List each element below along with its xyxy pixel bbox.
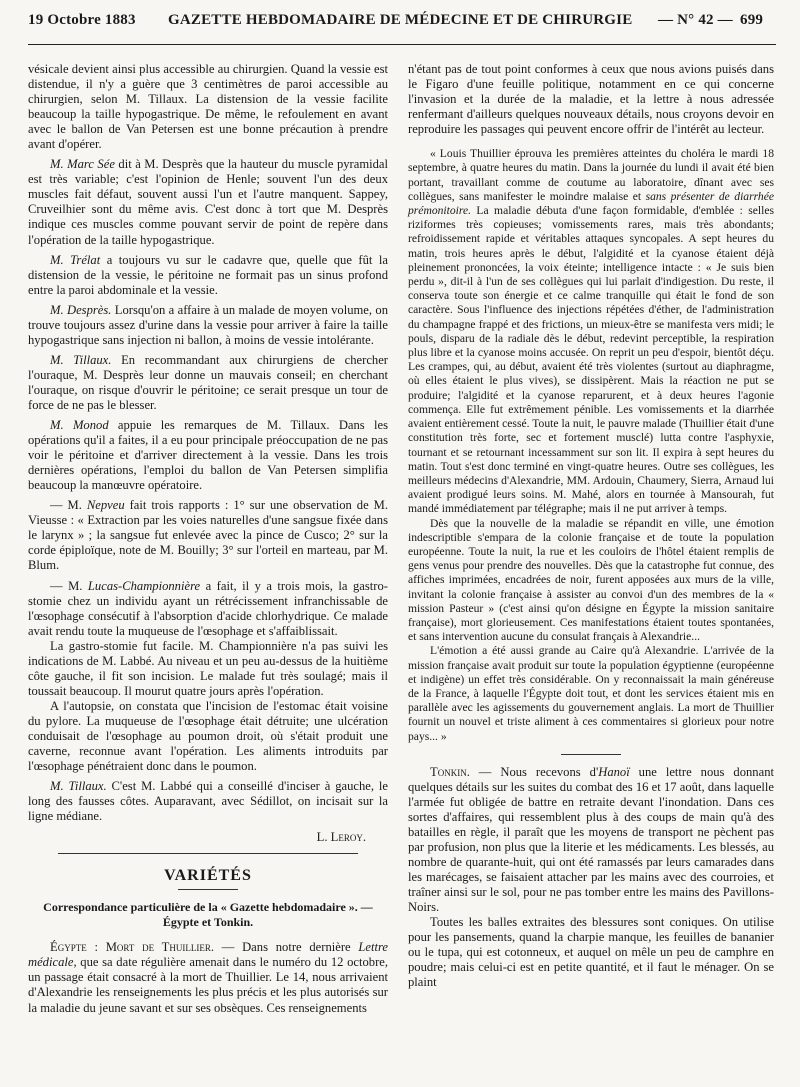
header-date: 19 Octobre 1883 bbox=[28, 12, 136, 28]
section-subtitle: Correspondance particulière de la « Gazette hebdomadaire ». — Égypte et Tonkin. bbox=[43, 900, 373, 930]
header-issue-number: — N° 42 — bbox=[658, 12, 733, 28]
quoted-paragraph: Dès que la nouvelle de la maladie se répandit en ville, une émotion indescriptible s'empara de la colonie française et de toute la population européenne. Toute la nuit, la rue et les couloirs de l'hôtel étaient remplis de gens venus pour prendre des nouvelles. Dès que la catastrophe fut connue, des affiches imprimées, encadrées de noir, furent apposées aux murs de la ville, invitant la colonie française à assister au convoi d'un des membres de la « mission Pasteur » (c'est ainsi qu'on désigne en Égypte la mission sanitaire française), mort glorieusement. Ces manifestations étaient toutes spontanées, et sans intervention aucune du consulat français à Alexandrie... bbox=[408, 516, 774, 644]
header-journal-title: GAZETTE HEBDOMADAIRE DE MÉDECINE ET DE CHIRURGIE bbox=[168, 12, 633, 28]
paragraph: M. Desprès. Lorsqu'on a affaire à un malade de moyen volume, on trouve toujours assez d'urine dans la vessie pour arriver à faire la taille hypogastrique sans injection ni ballon, à moins de vessie intolérante. bbox=[28, 302, 388, 347]
paragraph: Égypte : Mort de Thuillier. — Dans notre dernière Lettre médicale, que sa date régulière amenait dans le numéro du 12 octobre, un passage était consacré à la mort de Thuillier. Le 14, nous arrivaient d'Alexandrie les renseignements les plus précis et les plus autorisés sur la maladie du jeune savant et sur ses obsèques. Ces renseignements bbox=[28, 940, 388, 1015]
paragraph: n'étant pas de tout point conformes à ceux que nous avions puisés dans le Figaro d'une feuille politique, notamment en ce qui concerne l'invasion et la durée de la maladie, et la lettre à nous adressée renfermant d'ailleurs quelques nouveaux détails, nous croyons devoir en reproduire les passages qui peuvent encore offrir de l'intérêt au lecteur. bbox=[408, 62, 774, 137]
section-title: VARIÉTÉS bbox=[164, 867, 252, 885]
paragraph: M. Trélat a toujours vu sur le cadavre que, quelle que fût la distension de la vessie, le péritoine ne formait pas un sinus profond entre la paroi abdominale et la vessie. bbox=[28, 252, 388, 297]
paragraph: A l'autopsie, on constata que l'incision de l'estomac était voisine du pylore. La muqueuse de l'œsophage était détruite; une ulcération conduisait de l'œsophage au poumon droit, où s'était produit une caverne, reconnue avant l'opération. Les aliments introduits par l'œsophage pénétraient donc dans le poumon. bbox=[28, 698, 388, 774]
paragraph: vésicale devient ainsi plus accessible au chirurgien. Quand la vessie est distendue, il n'y a guère que 3 centimètres de paroi accessible au chirurgien, selon M. Tillaux. La distension de la vessie facilite beaucoup la taille hypogastrique. De même, le refoulement en avant avec le ballon de Van Petersen est une bonne précaution à prendre avant d'opérer. bbox=[28, 62, 388, 152]
speaker-name: M. Tillaux. bbox=[50, 779, 107, 794]
header-rule bbox=[28, 44, 776, 45]
right-column bbox=[408, 62, 774, 990]
paragraph: M. Monod appuie les remarques de M. Tillaux. Dans les opérations qu'il a faites, il a eu pour principale préoccupation de ne pas voir le péritoine et d'arriver directement à la vessie. Dans les trois dernières opérations, l'emploi du ballon de Van Petersen simplifia beaucoup la manœuvre opératoire. bbox=[28, 418, 388, 493]
section-divider bbox=[58, 853, 358, 854]
author-signature: L. Leroy. bbox=[316, 830, 366, 845]
running-header bbox=[28, 10, 776, 32]
speaker-name: M. Tillaux. bbox=[50, 352, 112, 367]
paragraph: — M. Nepveu fait trois rapports : 1° sur une observation de M. Vieusse : « Extraction par les voies naturelles d'une sangsue fixée dans le larynx » ; la sangsue fut enlevée avec la pince de Cusco; 2° sur la corde épiploïque, note de M. Bouilly; 3° sur l'orteil en marteau, par M. Blum. bbox=[28, 498, 388, 573]
speaker-name: M. Marc Sée bbox=[50, 157, 115, 172]
paragraph: M. Tillaux. En recommandant aux chirurgiens de chercher l'ouraque, M. Desprès leur donne un mauvais conseil; en cherchant l'ouraque, on risque d'ouvrir le péritoine; ce serait presque un tour de force de ne pas le blesser. bbox=[28, 352, 388, 412]
quoted-paragraph: L'émotion a été aussi grande au Caire qu'à Alexandrie. L'arrivée de la mission française avait produit sur toute la population égyptienne (européenne et indigène) un effet très considérable. On y reconnaissait la main généreuse de la France, à laquelle l'Égypte doit tout, et dont les services étaient mis en parallèle avec les agissements du gouvernement anglais. La mort de Thuillier fournit un nouvel et triste aliment à ces commentaires si glorieux pour notre pays... » bbox=[408, 644, 774, 743]
left-column bbox=[28, 62, 388, 1016]
speaker-name: Nepveu bbox=[86, 498, 125, 513]
paragraph: M. Marc Sée dit à M. Desprès que la hauteur du muscle pyramidal est très variable; c'est l'opinion de Henle; souvent l'un des deux muscles fait défaut, souvent aussi l'un et l'autre manquent. Sappey, Cruveilhier sont du même avis. C'est donc à tort que M. Desprès indique ces muscles comme pouvant servir de point de repère dans l'opération de la taille hypogastrique. bbox=[28, 157, 388, 247]
quoted-paragraph: « Louis Thuillier éprouva les premières atteintes du choléra le mardi 18 septembre, à quatre heures du matin. Dans la journée du lundi il avait été bien portant, travaillant comme de coutume au laboratoire, dînant avec ses collègues, sans manifester le moindre malaise et sans présenter de diarrhée prémonitoire. La maladie débuta d'une façon formidable, d'emblée : selles riziformes très copieuses; vomissements rares, mais très abondants; refroidissement rapide et véritables attaques syncopales. A sept heures du matin, trois heures après le début, l'algidité et la cyanose étaient déjà pleinement prononcées, la voix éteinte; intelligence intacte : « Je suis bien perdu », dit-il à l'un de ses collègues qui lui parlait d'indigestion. Du reste, il conserva toute son énergie et ce calme tranquille qui était le fond de son caractère. Sous l'influence des injections répétées d'éther, de l'administration du champagne frappé et des frictions, un mieux-être se manifesta vers midi; le pouls, disparu de la radiale dès le début, redevint perceptible, la respiration plus libre et la cyanose moins accusée. On reprit un peu d'espoir, bientôt déçu. Les crampes, qui, au début, avaient été très violentes (surtout au diaphragme, où elles étaient le plus vives), se dissipèrent. Mais la réaction ne put se produire; l'algidité et la cyanose reparurent, et à deux heures l'agonie commença. Elle fut extrêmement pénible. Les vomissements et la diarrhée avaient entièrement cessé. Toute la nuit, le pauvre malade (Thuillier était d'une constitution très forte, sec et fortement musclé) lutta contre l'asphyxie, tournant et se retournant incessamment sur son lit. Il expira à sept heures du matin. Tout s'est donc terminé en vingt-quatre heures. Outre ses collègues, les meilleurs médecins d'Alexandrie, MM. Ardouin, Chaumery, Sierra, Arnaud lui avaient prodigué leurs soins. M. Mahé, alors en tournée à Mansourah, fut mandé immédiatement par télégraphe; mais il ne put arriver à temps. bbox=[408, 147, 774, 516]
subsection-head: Égypte : Mort de Thuillier. bbox=[50, 940, 214, 955]
speaker-name: M. Monod bbox=[50, 418, 109, 433]
speaker-name: Lucas-Championnière bbox=[87, 578, 201, 593]
subsection-head: Tonkin. bbox=[430, 764, 470, 779]
paragraph: — M. Lucas-Championnière a fait, il y a trois mois, la gastro-stomie chez un individu ayant un rétrécissement infranchissable de l'œsophage consécutif à l'absorption d'acide chlorhydrique. Ce malade avait rendu toute la muqueuse de l'œsophage et s'affaiblissait. bbox=[28, 578, 388, 638]
paragraph: La gastro-stomie fut facile. M. Championnière n'a pas suivi les indications de M. Labbé. Au niveau et un peu au-dessus de la huitième côte gauche, il fit son incision. Le malade fut très soulagé; mais il toussait beaucoup. Il mourut quatre jours après l'opération. bbox=[28, 638, 388, 698]
speaker-name: M. Desprès. bbox=[50, 302, 112, 317]
header-page-number: 699 bbox=[740, 12, 764, 28]
paragraph: Tonkin. — Nous recevons d'Hanoï une lettre nous donnant quelques détails sur les suites du combat des 16 et 17 août, dans laquelle l'armée fut obligée de battre en retraite devant l'inondation. Dans ces sortes d'affaires, qui ressemblent plus à des coups de main qu'à des batailles en règle, il paraît que les moyens de transport ne pèchent pas par profusion, non plus que la literie et les médicaments. Les blessés, au nombre de quarante-huit, qui ont été ramassés par leurs camarades dans les marécages, se faisaient attacher par les mains avec des courroies, et traîner ainsi sur le sol, pour ne pas tomber entre les mains des Pavillons-Noirs. bbox=[408, 764, 774, 915]
paragraph: Toutes les balles extraites des blessures sont coniques. On utilise pour les pansements, quand la charpie manque, les feuilles de bananier ou le tupa, qui est cotonneux, et auquel on mêle un peu de camphre en poudre; mais celui-ci est en petite quantité, et il faut le ménager. On se plaint bbox=[408, 915, 774, 990]
title-underline bbox=[178, 889, 238, 890]
speaker-name: M. Trélat bbox=[50, 252, 101, 267]
paragraph: M. Tillaux. C'est M. Labbé qui a conseillé d'inciser à gauche, le long des fausses côtes. Auparavant, avec Sédillot, on incisait sur la ligne médiane. bbox=[28, 779, 388, 824]
section-divider bbox=[561, 754, 621, 755]
